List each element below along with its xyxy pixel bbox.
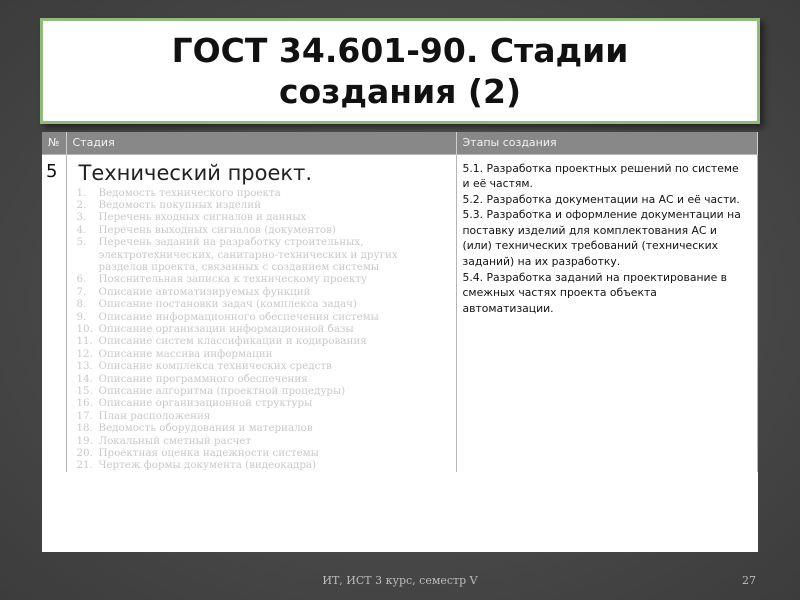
document-item <box>77 187 450 199</box>
document-text: Перечень выходных сигналов (документов) <box>98 223 336 236</box>
stage-cell <box>66 154 456 472</box>
document-item <box>77 298 450 310</box>
document-item <box>77 348 450 360</box>
title-box <box>40 18 760 124</box>
document-number: 3. <box>76 211 87 224</box>
document-text: Описание комплекса технических средств <box>98 360 332 373</box>
steps-cell <box>456 154 758 472</box>
document-item <box>77 447 450 459</box>
document-item <box>77 360 450 372</box>
document-number: 15. <box>76 385 93 397</box>
document-item <box>77 410 450 422</box>
document-text: Описание организационной структуры <box>98 397 313 410</box>
document-number: 12. <box>76 347 93 360</box>
document-item <box>77 273 450 285</box>
document-number: 5. <box>76 236 87 249</box>
document-number: 8. <box>76 298 87 311</box>
document-item <box>77 211 450 223</box>
document-number: 6. <box>76 273 87 286</box>
step-item: 5.2. Разработка документации на АС и её части. <box>462 192 740 206</box>
documents-list <box>67 187 456 472</box>
header-num: № <box>42 132 66 154</box>
document-number: 19. <box>76 434 93 447</box>
document-item <box>77 422 450 434</box>
step-item: 5.3. Разработка и оформление документации на поставку изделий для комплектования АС и (или) технических требований (технических заданий) на их разработку. <box>462 208 741 269</box>
footer-text: ИТ, ИСТ 3 курс, семестр V <box>322 574 478 587</box>
document-text: Описание алгоритма (проектной процедуры) <box>98 385 346 397</box>
document-text: Локальный сметный расчет <box>98 434 252 447</box>
document-text: Чертеж формы документа (видеокадра) <box>98 459 317 472</box>
document-number: 1. <box>76 186 87 199</box>
document-number: 7. <box>76 285 87 298</box>
document-number: 11. <box>76 335 93 348</box>
document-item <box>77 397 450 409</box>
document-text: Описание информационного обеспечения системы <box>98 310 379 323</box>
row-num: 5 <box>42 154 66 472</box>
document-number: 13. <box>76 360 93 373</box>
header-stage: Стадия <box>66 132 456 154</box>
page-number: 27 <box>742 574 756 587</box>
document-number: 10. <box>76 322 93 335</box>
document-text: Описание программного обеспечения <box>98 372 308 385</box>
document-text: План расположения <box>98 409 211 422</box>
stage-title: Технический проект. <box>78 160 313 185</box>
footer <box>0 574 800 592</box>
document-text: Проектная оценка надежности системы <box>98 447 319 460</box>
document-item <box>77 373 450 385</box>
table-header-row <box>42 132 758 154</box>
slide-title: ГОСТ 34.601-90. Стадии создания (2) <box>171 30 629 111</box>
document-number: 17. <box>76 409 93 422</box>
document-number: 2. <box>76 198 87 211</box>
document-text: Ведомость технического проекта <box>98 186 281 199</box>
step-item: 5.4. Разработка заданий на проектирование в смежных частях проекта объекта автоматизации. <box>462 270 728 315</box>
document-item <box>77 335 450 347</box>
document-text: Ведомость покупных изделий <box>98 198 261 211</box>
document-number: 20. <box>76 447 93 460</box>
document-item <box>77 311 450 323</box>
document-item <box>77 286 450 298</box>
document-item <box>77 323 450 335</box>
document-text: Описание массива информации <box>98 347 273 360</box>
document-number: 18. <box>76 422 93 435</box>
document-item <box>77 459 450 471</box>
document-text: Пояснительная записка к техническому проекту <box>98 273 368 286</box>
document-text: Ведомость оборудования и материалов <box>98 422 313 435</box>
document-item <box>77 199 450 211</box>
document-number: 16. <box>76 397 93 410</box>
document-number: 21. <box>76 459 93 472</box>
document-item <box>77 385 450 397</box>
table-row <box>42 154 758 472</box>
document-text: Описание автоматизируемых функций <box>98 285 311 298</box>
document-text: Перечень заданий на разработку строительных, электротехнических, санитарно-технических и других разделов проекта, связанных с созданием системы <box>98 236 398 273</box>
document-number: 4. <box>76 223 87 236</box>
document-item <box>77 224 450 236</box>
document-text: Описание систем классификации и кодирования <box>98 335 367 348</box>
document-number: 9. <box>76 310 87 323</box>
document-item <box>77 435 450 447</box>
header-steps: Этапы создания <box>456 132 758 154</box>
step-item: 5.1. Разработка проектных решений по системе и её частям. <box>462 161 739 191</box>
document-text: Описание постановки задач (комплекса задач) <box>98 298 357 311</box>
document-item <box>77 236 450 273</box>
document-number: 14. <box>76 372 93 385</box>
document-text: Описание организации информационной базы <box>98 322 354 335</box>
document-text: Перечень входных сигналов и данных <box>98 211 307 224</box>
stages-table <box>42 132 758 552</box>
